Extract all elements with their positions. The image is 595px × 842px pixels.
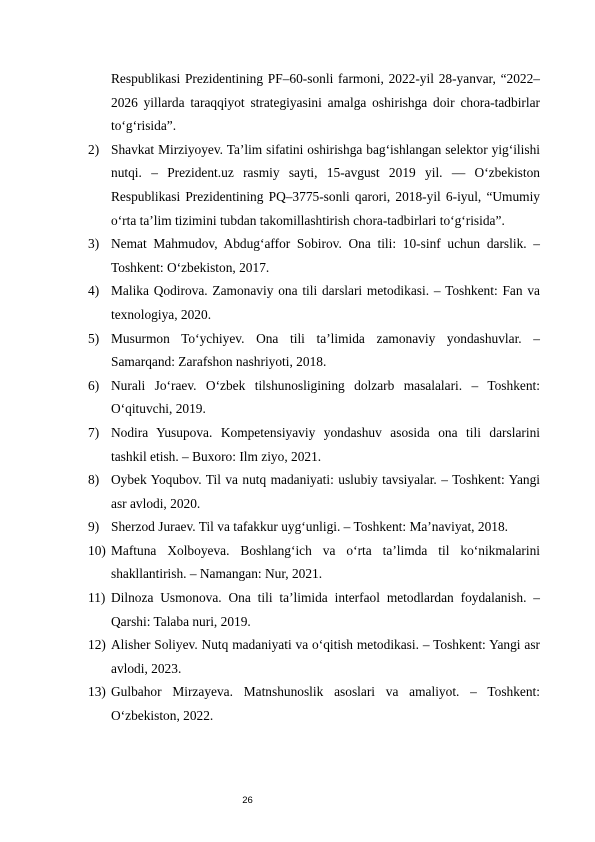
reference-number: 9) <box>88 519 100 535</box>
reference-item <box>88 279 540 326</box>
reference-number: 3) <box>88 236 100 252</box>
reference-text: Alisher Soliyev. Nutq madaniyati va o‘qitish metodikasi. – Toshkent: Yangi asr avlodi, 2023. <box>111 637 540 676</box>
reference-item <box>88 232 540 279</box>
reference-item <box>88 421 540 468</box>
reference-text: Shavkat Mirziyoyev. Ta’lim sifatini oshirishga bag‘ishlangan selektor yig‘ilishi nutqi. – Prezident.uz rasmiy sayti, 15-avgust 2019 yil. — O‘zbekiston Respublikasi Prezidentining PQ–3775-sonli qarori, 2018-yil 6-iyul, “Umumiy o‘rta ta’lim tizimini tubdan takomillashtirish chora-tadbirlari to‘g‘risida”. <box>111 141 540 228</box>
reference-text: Dilnoza Usmonova. Ona tili ta’limida interfaol metodlardan foydalanish. – Qarshi: Talaba nuri, 2019. <box>111 590 540 629</box>
reference-number: 4) <box>88 283 100 299</box>
reference-item <box>88 468 540 515</box>
reference-number: 8) <box>88 472 100 488</box>
reference-item <box>88 539 540 586</box>
page-number: 26 <box>242 795 253 806</box>
reference-number: 10) <box>88 542 106 558</box>
reference-number: 11) <box>88 590 106 606</box>
reference-number: 12) <box>88 637 106 653</box>
reference-text: Sherzod Juraev. Til va tafakkur uyg‘unligi. – Toshkent: Ma’naviyat, 2018. <box>111 519 509 535</box>
reference-text: Maftuna Xolboyeva. Boshlang‘ich va o‘rta ta’limda til ko‘nikmalarini shakllantirish. – Namangan: Nur, 2021. <box>111 542 540 582</box>
reference-item <box>88 374 540 421</box>
reference-item <box>88 138 540 232</box>
reference-text: Nemat Mahmudov, Abdug‘affor Sobirov. Ona tili: 10-sinf uchun darslik. – Toshkent: O‘zbekiston, 2017. <box>111 236 540 275</box>
reference-number: 2) <box>88 141 100 157</box>
reference-item <box>88 633 540 680</box>
reference-number: 13) <box>88 684 106 700</box>
reference-text: Oybek Yoqubov. Til va nutq madaniyati: uslubiy tavsiyalar. – Toshkent: Yangi asr avlodi, 2020. <box>111 472 540 511</box>
reference-text: Gulbahor Mirzayeva. Matnshunoslik asoslari va amaliyot. – Toshkent: O‘zbekiston, 2022. <box>111 684 540 724</box>
reference-number: 5) <box>88 330 100 346</box>
reference-number: 6) <box>88 377 100 393</box>
reference-item <box>88 327 540 374</box>
reference-item <box>88 67 540 138</box>
reference-text: Musurmon To‘ychiyev. Ona tili ta’limida zamonaviy yondashuvlar. – Samarqand: Zarafshon nashriyoti, 2018. <box>111 330 540 370</box>
reference-text: Respublikasi Prezidentining PF–60-sonli farmoni, 2022-yil 28-yanvar, “2022–2026 yillarda taraqqiyot strategiyasini amalga oshirishga doir chora-tadbirlar to‘g‘risida”. <box>111 71 540 134</box>
reference-text: Nodira Yusupova. Kompetensiyaviy yondashuv asosida ona tili darslarini tashkil etish. – Buxoro: Ilm ziyo, 2021. <box>111 424 540 464</box>
reference-item <box>88 515 540 539</box>
reference-number: 7) <box>88 424 100 440</box>
reference-item <box>88 680 540 727</box>
reference-list <box>88 67 540 728</box>
reference-text: Malika Qodirova. Zamonaviy ona tili darslari metodikasi. – Toshkent: Fan va texnologiya, 2020. <box>111 283 540 322</box>
reference-text: Nurali Jo‘raev. O‘zbek tilshunosligining dolzarb masalalari. – Toshkent: O‘qituvchi, 2019. <box>111 377 540 417</box>
reference-item <box>88 586 540 633</box>
